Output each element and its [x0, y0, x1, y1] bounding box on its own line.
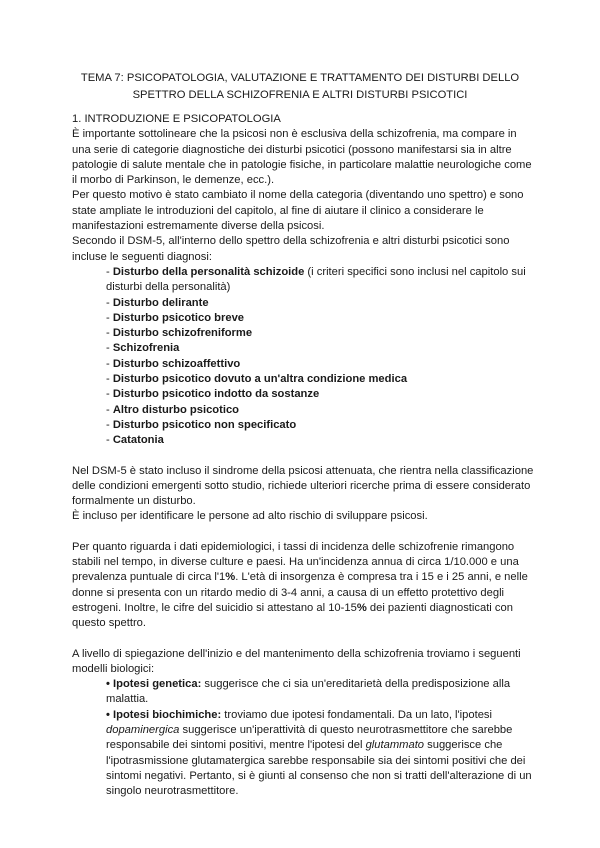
paragraph-2: Per questo motivo è stato cambiato il nome della categoria (diventando uno spettro) e sono state ampliate le introduzioni del capitolo, al fine di aiutare il clinico a considerare le manifestazioni estremamente diverse della psicosi. [72, 189, 524, 233]
list-item: - Disturbo schizoaffettivo [106, 357, 241, 370]
list-item: - Disturbo psicotico dovuto a un'altra condizione medica [106, 373, 408, 386]
list-item: - Disturbo schizofreniforme [106, 327, 253, 340]
list-item: - Disturbo psicotico non specificato [106, 418, 297, 431]
list-item: - Altro disturbo psicotico [106, 403, 240, 416]
list-item: - Catatonia [106, 434, 164, 447]
document-body [72, 112, 534, 799]
document-title [70, 70, 530, 104]
title-line-1: TEMA 7: PSICOPATOLOGIA, VALUTAZIONE E TRATTAMENTO DEI DISTURBI DELLO [80, 72, 520, 84]
list-item: • Ipotesi biochimiche: troviamo due ipotesi fondamentali. Da un lato, l'ipotesi dopaminergica suggerisce un'iperattività di questo neurotrasmettitore che sarebbe responsabile dei sintomi positivi, mentre l'ipotesi del glutammato suggerisce che l'ipotrasmissione glutamatergica sarebbe responsabile sia dei sintomi positivi che dei sintomi negativi. Pertanto, si è giunti al consenso che non si tratti dell'alterazione di un singolo neurotrasmettitore. [106, 708, 532, 798]
list-item: - Disturbo della personalità schizoide (i criteri specifici sono inclusi nel capitolo sui disturbi della personalità) [106, 265, 526, 294]
title-line-2: SPETTRO DELLA SCHIZOFRENIA E ALTRI DISTURBI PSICOTICI [132, 89, 468, 101]
paragraph-4: Nel DSM-5 è stato incluso il sindrome della psicosi attenuata, che rientra nella classificazione delle condizioni emergenti sotto studio, richiede ulteriori ricerche prima di essere considerato formalmente un disturbo. [72, 464, 534, 508]
list-item: - Disturbo delirante [106, 296, 209, 309]
paragraph-3: Secondo il DSM-5, all'interno dello spettro della schizofrenia e altri disturbi psicotici sono incluse le seguenti diagnosi: [72, 235, 510, 263]
list-item: - Disturbo psicotico indotto da sostanze [106, 388, 320, 401]
paragraph-5: È incluso per identificare le persone ad alto rischio di sviluppare psicosi. [72, 510, 428, 523]
paragraph-models: A livello di spiegazione dell'inizio e del mantenimento della schizofrenia troviamo i seguenti modelli biologici: [72, 647, 521, 675]
list-item: - Schizofrenia [106, 342, 180, 355]
list-item: • Ipotesi genetica: suggerisce che ci sia un'ereditarietà della predisposizione alla malattia. [106, 678, 511, 706]
paragraph-1: È importante sottolineare che la psicosi non è esclusiva della schizofrenia, ma compare in una serie di categorie diagnostiche dei disturbi psicotici (possono manifestarsi sia in altre patologie di salute mentale che in patologie fisiche, in particolare malattie neurologiche come il morbo di Parkinson, le demenze, ecc.). [72, 128, 532, 187]
list-item: - Disturbo psicotico breve [106, 311, 245, 324]
biological-models-list [72, 677, 534, 799]
paragraph-epidemiology: Per quanto riguarda i dati epidemiologici, i tassi di incidenza delle schizofrenie rimangono stabili nel tempo, in diverse culture e paesi. Ha un'incidenza annua di circa 1/10.000 e una prevalenza puntuale di circa l'1%. L'età di insorgenza è compresa tra i 15 e i 25 anni, e nelle donne si presenta con un ritardo medio di 3-4 anni, a causa di un effetto protettivo degli estrogeni. Inoltre, le cifre del suicidio si attestano al 10-15% dei pazienti diagnosticati con questo spettro. [72, 540, 528, 630]
diagnosis-list [72, 265, 534, 449]
section-heading: 1. INTRODUZIONE E PSICOPATOLOGIA [72, 113, 281, 125]
